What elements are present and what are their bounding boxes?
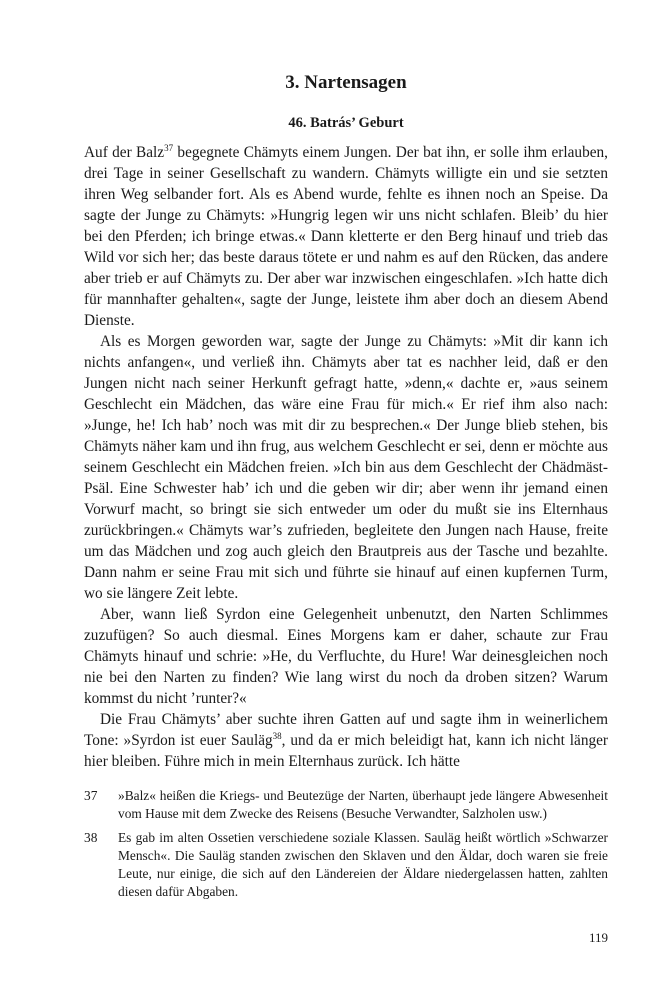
footnote-number: 38 (84, 830, 98, 845)
paragraph (84, 604, 608, 709)
chapter-title: 3. Nartensagen (285, 72, 407, 93)
body-text (84, 142, 608, 772)
paragraph-text: Als es Morgen geworden war, sagte der Junge zu Chämyts: »Mit dir kann ich nichts anfangen«, und verließ ihn. Chämyts aber tat es nachher leid, daß er den Jungen nicht nach seiner Herkunft gefragt hatte, »denn,« dachte er, »aus seinem Geschlecht ein Mädchen, das wäre eine Frau für mich.« Er rief ihm also nach: »Junge, he! Ich hab’ noch was mit dir zu besprechen.« Der Junge blieb stehen, bis Chämyts näher kam und ihn frug, aus welchem Geschlecht er sei, denn er möchte aus seinem Geschlecht ein Mädchen freien. »Ich bin aus dem Geschlecht der Chädmäst-Psäl. Eine Schwester hab’ ich und die geben wir dir; aber wenn ihr jemand einen Vorwurf macht, so bringt sie sich entweder um oder du mußt sie ins Elternhaus zurückbringen.« Chämyts war’s zufrieden, begleitete den Jungen nach Hause, freite um das Mädchen und zog auch gleich den Brautpreis aus der Tasche und bezahlte. Dann nahm er seine Frau mit sich und führte sie hinauf auf einen kupfernen Turm, wo sie längere Zeit lebte. (84, 333, 608, 602)
footnotes (84, 787, 608, 907)
paragraph (84, 331, 608, 604)
footnote-number: 37 (84, 788, 98, 803)
paragraph-text: Auf der Balz (84, 144, 165, 161)
footnote-ref[interactable]: 38 (272, 731, 282, 741)
paragraph-text: , und da er mich beleidigt hat, kann ich nicht länger hier bleiben. Führe mich in mein Elternhaus zurück. Ich hätte (84, 732, 608, 770)
paragraph (84, 142, 608, 331)
section-title: 46. Batrás’ Geburt (288, 115, 404, 131)
paragraph-text: Aber, wann ließ Syrdon eine Gelegenheit unbenutzt, den Narten Schlimmes zuzufügen? So auch diesmal. Eines Morgens kam er daher, schaute zur Frau Chämyts hinauf und schrie: »He, du Verfluchte, du Hure! War deinesgleichen noch nie bei den Narten zu finden? Wie lang wirst du noch da droben sitzen? Warum kommst du nicht ’runter?« (84, 606, 608, 707)
paragraph-text: Die Frau Chämyts’ aber suchte ihren Gatten auf und sagte ihm in weinerlichem Tone: »Syrdon ist euer Sauläg (84, 711, 608, 749)
page-number: 119 (588, 930, 608, 945)
paragraph (84, 709, 608, 772)
footnote-text: Es gab im alten Ossetien verschiedene soziale Klassen. Sauläg heißt wörtlich »Schwarzer Mensch«. Die Sauläg standen zwischen den Sklaven und den Äldar, doch waren sie freie Leute, nur einige, die sich auf den Ländereien der Äldare niedergelassen hatten, zahlten diesen dafür Abgaben. (118, 830, 608, 899)
footnote-ref[interactable]: 37 (164, 143, 174, 153)
footnote (84, 829, 608, 901)
footnote (84, 787, 608, 823)
paragraph-text: begegnete Chämyts einem Jungen. Der bat ihn, er solle ihm erlauben, drei Tage in seiner Gesellschaft zu wandern. Chämyts willigte ein und sie setzten ihren Weg selbander fort. Als es Abend wurde, fehlte es ihnen noch an Speise. Da sagte der Junge zu Chämyts: »Hungrig legen wir uns nicht schlafen. Bleib’ du hier bei den Pferden; ich bringe etwas.« Dann kletterte er den Berg hinauf und trieb das Wild vor sich her; das beste daraus tötete er und nahm es auf den Rücken, das andere aber trieb er auf Chämyts zu. Der aber war inzwischen eingeschlafen. »Ich hatte dich für mannhafter gehalten«, sagte der Junge, leistete ihm aber doch an diesem Abend Dienste. (84, 144, 608, 329)
footnote-text: »Balz« heißen die Kriegs- und Beutezüge der Narten, überhaupt jede längere Abwesenheit vom Hause mit dem Zwecke des Reisens (Besuche Verwandter, Salzholen usw.) (118, 788, 608, 821)
